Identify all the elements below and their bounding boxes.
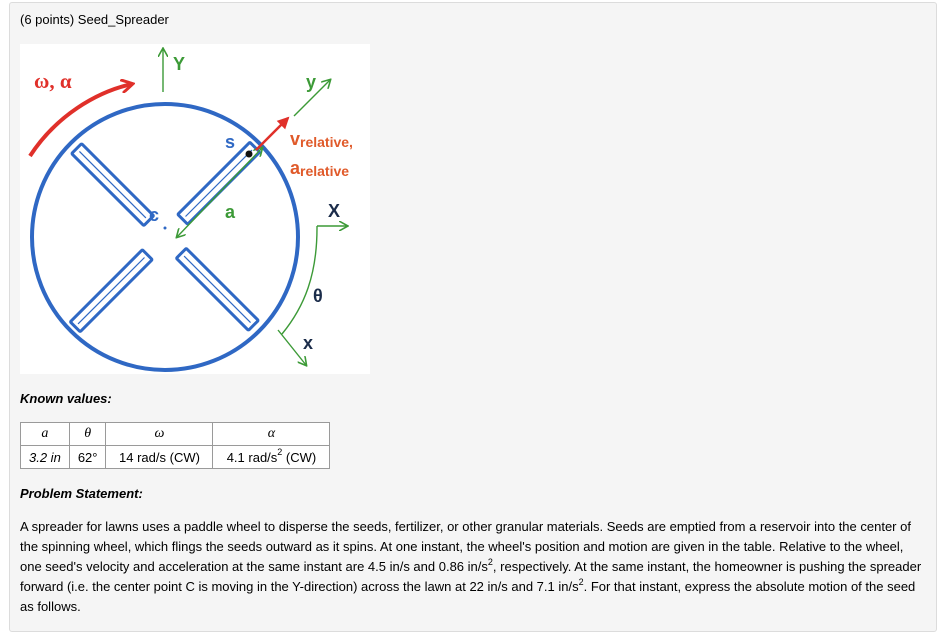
- X-label: X: [328, 201, 341, 221]
- seed-dot: [246, 151, 253, 158]
- v-relative-arrow: [256, 118, 288, 150]
- a-label: a: [225, 202, 236, 222]
- header-a: a: [21, 423, 70, 446]
- value-a: 3.2 in: [21, 446, 70, 469]
- s-label: s: [225, 132, 236, 152]
- known-values-heading: Known values:: [20, 391, 112, 406]
- known-values-table: [20, 422, 330, 469]
- diagram-svg: [20, 44, 370, 374]
- value-theta: 62°: [69, 446, 106, 469]
- question-title: (6 points) Seed_Spreader: [20, 12, 169, 27]
- x-axis-arrow: [278, 330, 306, 365]
- y-label: y: [306, 72, 317, 92]
- value-omega: 14 rad/s (CW): [106, 446, 213, 469]
- problem-statement-heading: Problem Statement:: [20, 486, 143, 501]
- Y-label: Y: [173, 54, 186, 74]
- omega-alpha-label: ω, α: [34, 69, 72, 93]
- header-omega: ω: [106, 423, 213, 446]
- theta-label: θ: [313, 286, 323, 306]
- value-alpha: 4.1 rad/$s^2$ (CW): [213, 446, 330, 469]
- x-label: x: [303, 333, 314, 353]
- a-relative-label: arelative: [290, 158, 350, 179]
- wheel-circle: [32, 104, 298, 370]
- table-row: [21, 446, 330, 469]
- seed-spreader-diagram: [20, 44, 370, 374]
- problem-statement-text: A spreader for lawns uses a paddle wheel to disperse the seeds, fertilizer, or other granular materials. Seeds are emptied from a reservoir into the center of the spinning wheel, which flings the seeds outward as it spins. At one instant, the wheel's position and motion are given in the table. Relative to the wheel, one seed's velocity and acceleration at the same instant are 4.5 in/s and 0.86 $in/s^2$, respectively. At the same instant, the homeowner is pushing the spreader forward (i.e. the center point C is moving in the Y-direction) across the lawn at 22 in/s and 7.1 $in/s^2$. For that instant, express the absolute motion of the seed as follows.: [20, 519, 922, 614]
- header-theta: θ: [69, 423, 106, 446]
- question-card: [9, 2, 937, 632]
- table-header-row: [21, 423, 330, 446]
- header-alpha: α: [213, 423, 330, 446]
- v-relative-label: vrelative,: [290, 129, 353, 150]
- c-label: c: [149, 205, 160, 225]
